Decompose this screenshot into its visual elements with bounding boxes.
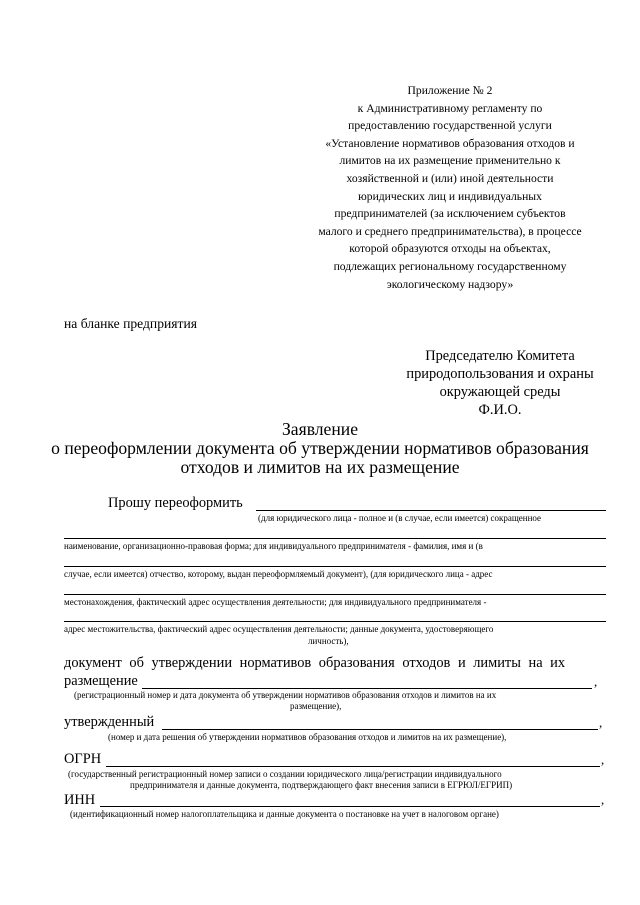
inn-comma: , <box>601 792 605 807</box>
applicant-hint: личность), <box>308 636 349 646</box>
applicant-field-line-4[interactable] <box>64 594 606 595</box>
applicant-hint: местонахождения, фактический адрес осуществления деятельности; для индивидуального предпринимателя - <box>64 597 487 607</box>
ogrn-comma: , <box>601 752 605 767</box>
request-label: Прошу переоформить <box>108 495 243 511</box>
title-line: отходов и лимитов на их размещение <box>180 457 460 477</box>
inn-hint: (идентификационный номер налогоплательщика и данные документа о постановке на учет в налоговом органе) <box>70 809 499 819</box>
appendix-line: лимитов на их размещение применительно к <box>339 154 561 168</box>
document-statement: документ об утверждении нормативов образования отходов и лимиты на их <box>64 655 566 671</box>
appendix-line: к Административному регламенту по <box>357 101 543 115</box>
inn-label: ИНН <box>64 792 96 808</box>
approved-hint: (номер и дата решения об утверждении нормативов образования отходов и лимитов на их размещение), <box>108 732 507 742</box>
appendix-line: Приложение № 2 <box>407 84 493 97</box>
ogrn-label: ОГРН <box>64 751 102 767</box>
letterhead-note: на бланке предприятия <box>64 316 197 331</box>
applicant-hint: адрес местожительства, фактический адрес осуществления деятельности; данные документа, удостоверяющего <box>64 624 494 634</box>
ogrn-hint: предпринимателя и данные документа, подтверждающего факт внесения записи в ЕГРЮЛ/ЕГРИП) <box>130 780 513 790</box>
applicant-hint: случае, если имеется) отчество, которому, выдан переоформляемый документ), (для юридического лица - адрес <box>64 569 493 579</box>
document-hint: (регистрационный номер и дата документа об утверждении нормативов образования отходов и лимитов на их <box>74 690 497 700</box>
document-comma: , <box>594 674 598 689</box>
appendix-line: малого и среднего предпринимательства), в процессе <box>318 224 582 238</box>
document-hint: размещение), <box>290 701 342 711</box>
applicant-field-line-5[interactable] <box>64 621 606 622</box>
document-label: размещение <box>64 673 138 689</box>
ogrn-hint: (государственный регистрационный номер записи о создании юридического лица/регистрации индивидуального <box>68 769 502 779</box>
appendix-line: предпринимателей (за исключением субъектов <box>334 207 566 221</box>
applicant-field-line-3[interactable] <box>64 566 606 567</box>
approved-field-line[interactable] <box>162 729 598 730</box>
addressee-name: Ф.И.О. <box>478 402 522 418</box>
approved-comma: , <box>599 715 603 730</box>
addressee-line: природопользования и охраны <box>406 366 594 382</box>
appendix-line: которой образуются отходы на объектах, <box>349 242 551 256</box>
appendix-line: экологическому надзору» <box>386 277 514 291</box>
applicant-hint: наименование, организационно-правовая форма; для индивидуального предпринимателя - фамилия, имя и (в <box>64 541 483 551</box>
ogrn-field-line[interactable] <box>106 766 600 767</box>
applicant-field-line-1[interactable] <box>256 510 606 511</box>
appendix-line: хозяйственной и (или) иной деятельности <box>346 171 554 185</box>
document-title <box>40 420 600 477</box>
addressee-line: Председателю Комитета <box>425 348 575 364</box>
title-line: о переоформлении документа об утверждении нормативов образования <box>51 438 589 458</box>
appendix-line: предоставлению государственной услуги <box>348 119 552 133</box>
applicant-field-line-2[interactable] <box>64 538 606 539</box>
appendix-block <box>300 82 600 293</box>
appendix-line: «Установление нормативов образования отходов и <box>325 136 575 150</box>
appendix-line: подлежащих региональному государственному <box>333 259 567 273</box>
applicant-hint: (для юридического лица - полное и (в случае, если имеется) сокращенное <box>258 513 542 523</box>
addressee-line: окружающей среды <box>439 384 561 400</box>
addressee-block <box>380 347 620 419</box>
title-heading: Заявление <box>281 419 359 439</box>
approved-label: утвержденный <box>64 714 155 730</box>
document-field-line[interactable] <box>142 688 592 689</box>
appendix-line: юридических лиц и индивидуальных <box>358 189 542 203</box>
inn-field-line[interactable] <box>100 806 600 807</box>
